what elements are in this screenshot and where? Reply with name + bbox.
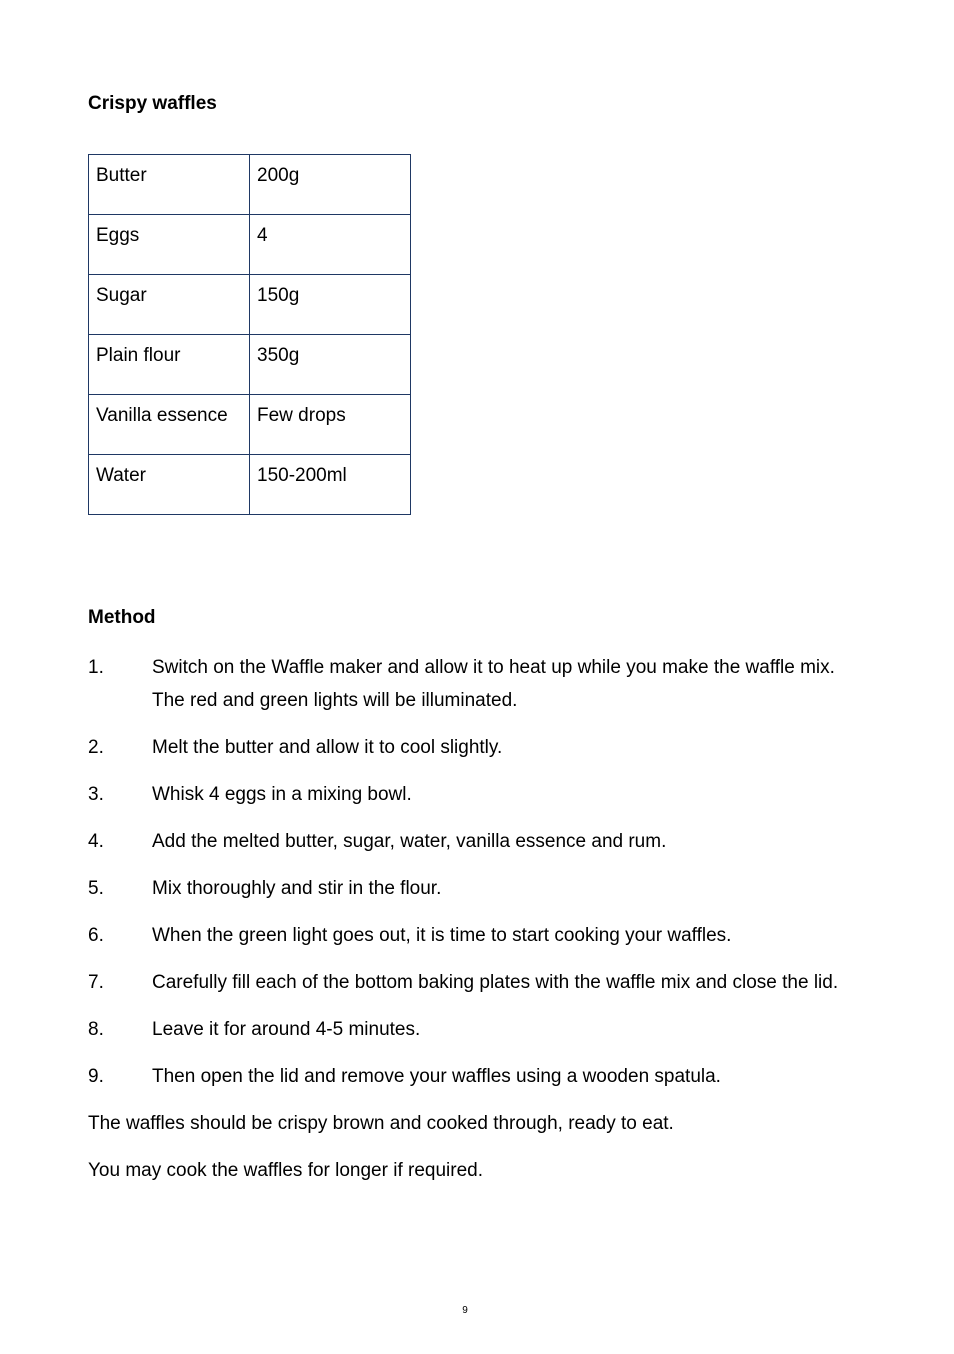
list-item bbox=[88, 919, 868, 952]
table-row bbox=[89, 155, 411, 215]
step-text: Whisk 4 eggs in a mixing bowl. bbox=[152, 784, 412, 805]
list-item bbox=[88, 1013, 868, 1046]
ingredient-amount: Few drops bbox=[250, 395, 411, 455]
step-text: Switch on the Waffle maker and allow it to heat up while you make the waffle mix. The red and green lights will be illuminated. bbox=[152, 657, 835, 711]
table-row bbox=[89, 275, 411, 335]
ingredient-name: Sugar bbox=[89, 275, 250, 335]
step-text: Leave it for around 4-5 minutes. bbox=[152, 1019, 421, 1040]
step-text: Then open the lid and remove your waffles using a wooden spatula. bbox=[152, 1066, 721, 1087]
list-item bbox=[88, 1060, 868, 1093]
ingredient-amount: 200g bbox=[250, 155, 411, 215]
step-number: 4. bbox=[88, 831, 104, 852]
ingredient-name: Butter bbox=[89, 155, 250, 215]
method-heading: Method bbox=[88, 607, 156, 628]
step-text: Add the melted butter, sugar, water, vanilla essence and rum. bbox=[152, 831, 667, 852]
step-text: When the green light goes out, it is time to start cooking your waffles. bbox=[152, 925, 732, 946]
ingredient-name: Vanilla essence bbox=[89, 395, 250, 455]
list-item bbox=[88, 872, 868, 905]
list-item bbox=[88, 731, 868, 764]
ingredient-name: Plain flour bbox=[89, 335, 250, 395]
ingredient-name: Eggs bbox=[89, 215, 250, 275]
recipe-title: Crispy waffles bbox=[88, 93, 217, 114]
step-number: 6. bbox=[88, 925, 104, 946]
step-number: 7. bbox=[88, 972, 104, 993]
step-number: 1. bbox=[88, 657, 104, 678]
ingredient-amount: 350g bbox=[250, 335, 411, 395]
table-row bbox=[89, 395, 411, 455]
note-paragraph: The waffles should be crispy brown and cooked through, ready to eat. bbox=[88, 1113, 674, 1134]
step-number: 3. bbox=[88, 784, 104, 805]
step-text: Carefully fill each of the bottom baking plates with the waffle mix and close the lid. bbox=[152, 972, 839, 993]
step-number: 5. bbox=[88, 878, 104, 899]
step-text: Mix thoroughly and stir in the flour. bbox=[152, 878, 442, 899]
page-number: 9 bbox=[462, 1305, 468, 1316]
step-number: 9. bbox=[88, 1066, 104, 1087]
table-row bbox=[89, 455, 411, 515]
table-row bbox=[89, 335, 411, 395]
step-text: Melt the butter and allow it to cool slightly. bbox=[152, 737, 503, 758]
list-item bbox=[88, 651, 868, 717]
ingredient-amount: 150g bbox=[250, 275, 411, 335]
method-steps-list bbox=[88, 651, 868, 1201]
ingredient-amount: 4 bbox=[250, 215, 411, 275]
ingredients-table bbox=[88, 154, 411, 515]
ingredient-name: Water bbox=[89, 455, 250, 515]
table-row bbox=[89, 215, 411, 275]
ingredient-amount: 150-200ml bbox=[250, 455, 411, 515]
list-item bbox=[88, 825, 868, 858]
note-paragraph: You may cook the waffles for longer if required. bbox=[88, 1160, 484, 1181]
list-item bbox=[88, 966, 868, 999]
step-number: 8. bbox=[88, 1019, 104, 1040]
step-number: 2. bbox=[88, 737, 104, 758]
list-item bbox=[88, 778, 868, 811]
